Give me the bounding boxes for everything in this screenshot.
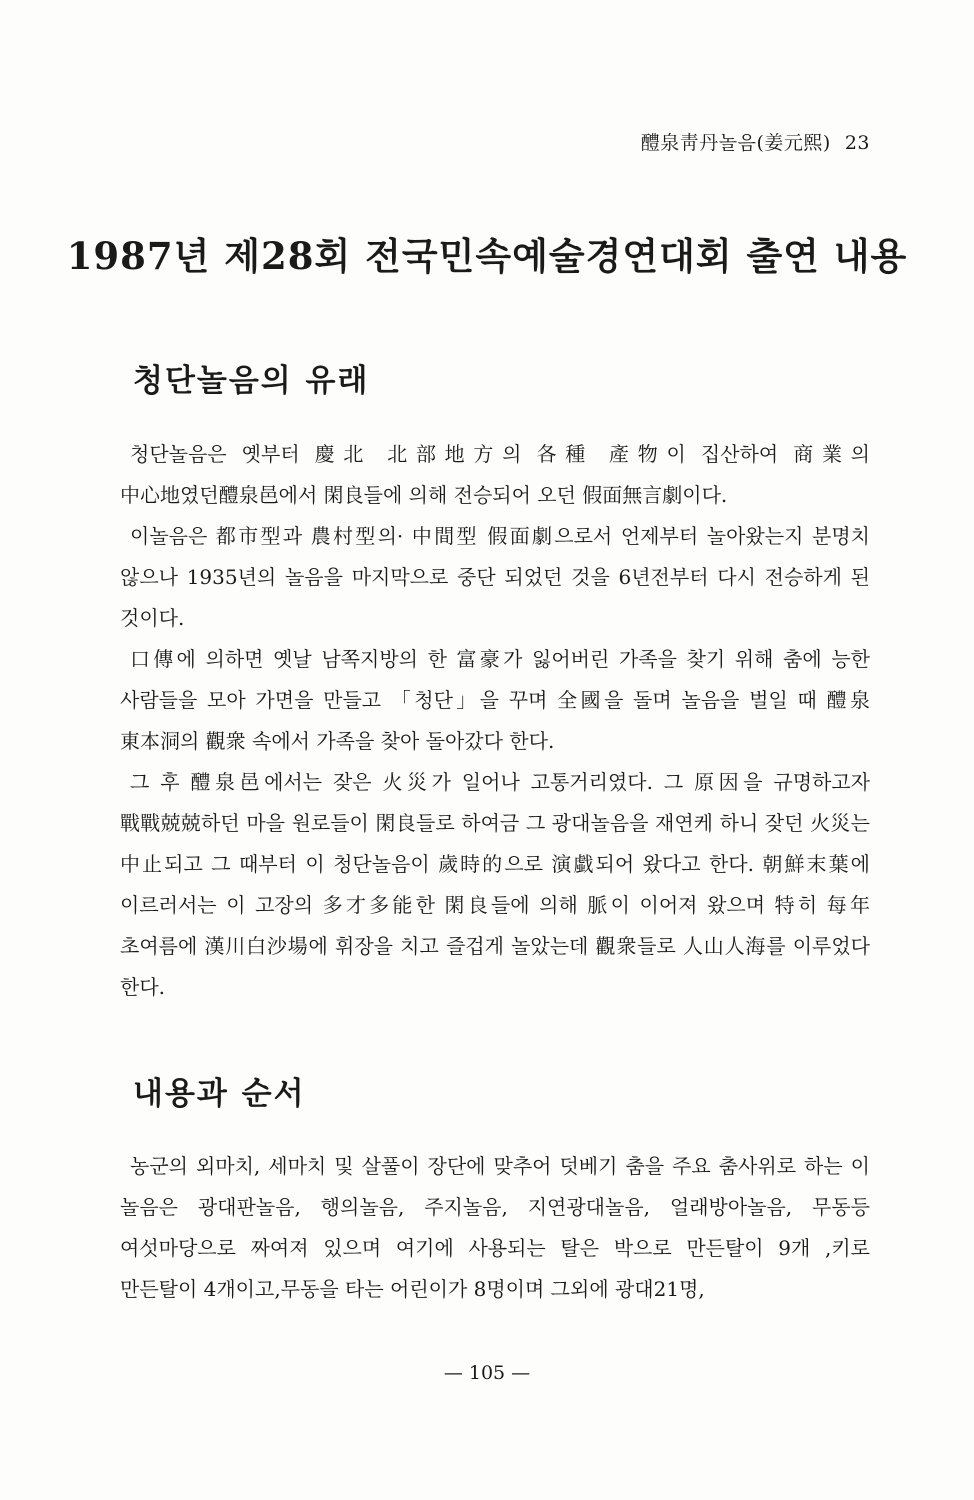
paragraph: 청단놀음은 옛부터 慶北 北部地方의 各種 產物이 집산하여 商業의 中心地였던醴泉邑에서 閑良들에 의해 전승되어 오던 假面無言劇이다. xyxy=(120,442,870,507)
page-title: 1987년 제28회 전국민속예술경연대회 출연 내용 xyxy=(66,234,908,278)
header-page-number: 23 xyxy=(844,132,870,154)
section-heading-content: 내용과 순서 xyxy=(133,1076,306,1112)
section-body-content xyxy=(120,1146,870,1310)
paragraph: 口傳에 의하면 옛날 남쪽지방의 한 富豪가 잃어버린 가족을 찾기 위해 춤에 능한 사람들을 모아 가면을 만들고 「청단」을 꾸며 全國을 돌며 놀음을 벌일 때 醴泉 東本洞의 觀衆 속에서 가족을 찾아 돌아갔다 한다. xyxy=(120,647,870,753)
running-title: 醴泉靑丹놀음(姜元熙) xyxy=(640,132,831,154)
paragraph: 농군의 외마치, 세마치 및 살풀이 장단에 맞추어 덧베기 춤을 주요 춤사위로 하는 이 놀음은 광대판놀음, 행의놀음, 주지놀음, 지연광대놀음, 얼래방아놀음, 무동등 여섯마당으로 짜여져 있으며 여기에 사용되는 탈은 박으로 만든탈이 9개 ,키로 만든탈이 4개이고,무동을 타는 어린이가 8명이며 그외에 광대21명, xyxy=(120,1154,870,1301)
paragraph: 이놀음은 都市型과 農村型의· 中間型 假面劇으로서 언제부터 놀아왔는지 분명치 않으나 1935년의 놀음을 마지막으로 중단 되었던 것을 6년전부터 다시 전승하게 된 것이다. xyxy=(120,524,870,630)
paragraph: 그 후 醴泉邑에서는 잦은 火災가 일어나 고통거리였다. 그 原因을 규명하고자 戰戰兢兢하던 마을 원로들이 閑良들로 하여금 그 광대놀음을 재연케 하니 잦던 火災는 中止되고 그 때부터 이 청단놀음이 歲時的으로 演戱되어 왔다고 한다. 朝鮮末葉에 이르러서는 이 고장의 多才多能한 閑良들에 의해 脈이 이어져 왔으며 特히 每年 초여름에 漢川白沙場에 휘장을 치고 즐겁게 놀았는데 觀衆들로 人山人海를 이루었다 한다. xyxy=(120,770,870,999)
section-heading-origin: 청단놀음의 유래 xyxy=(133,363,370,399)
footer-page-number: — 105 — xyxy=(443,1362,531,1384)
running-header xyxy=(641,128,870,155)
section-body-origin xyxy=(120,434,870,1008)
